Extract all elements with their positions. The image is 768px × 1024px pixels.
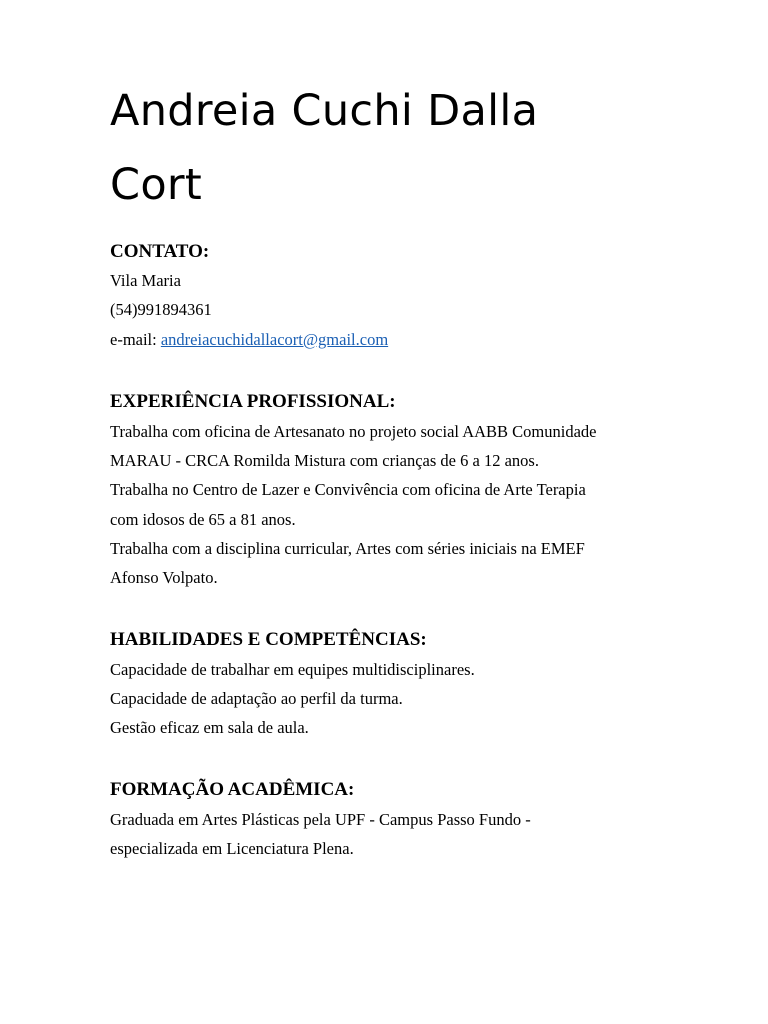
email-label: e-mail: bbox=[110, 329, 161, 349]
email-link[interactable]: andreiacuchidallacort@gmail.com bbox=[160, 329, 389, 349]
skills-section bbox=[110, 628, 670, 743]
resume-page bbox=[110, 0, 670, 863]
education-title: FORMAÇÃO ACADÊMICA: bbox=[110, 778, 355, 800]
contact-phone: (54)991894361 bbox=[110, 300, 212, 320]
contact-title: CONTATO: bbox=[110, 241, 210, 262]
skills-line: Capacidade de adaptação ao perfil da turma. bbox=[110, 688, 403, 708]
contact-email-line bbox=[110, 325, 670, 354]
candidate-name bbox=[110, 74, 670, 222]
experience-line: Trabalha com oficina de Artesanato no projeto social AABB Comunidade bbox=[110, 421, 597, 441]
skills-title: HABILIDADES E COMPETÊNCIAS: bbox=[110, 628, 427, 650]
candidate-name-line-2: Cort bbox=[110, 160, 203, 210]
experience-title: EXPERIÊNCIA PROFISSIONAL: bbox=[110, 390, 396, 412]
skills-line: Gestão eficaz em sala de aula. bbox=[110, 718, 309, 738]
education-line: especializada em Licenciatura Plena. bbox=[110, 838, 354, 858]
experience-line: Trabalha com a disciplina curricular, Artes com séries iniciais na EMEF bbox=[110, 539, 585, 559]
experience-line: MARAU - CRCA Romilda Mistura com crianças de 6 a 12 anos. bbox=[110, 451, 539, 471]
experience-line: Afonso Volpato. bbox=[110, 568, 218, 588]
contact-address: Vila Maria bbox=[110, 271, 181, 290]
education-section bbox=[110, 778, 670, 864]
experience-line: com idosos de 65 a 81 anos. bbox=[110, 509, 296, 529]
contact-section bbox=[110, 240, 670, 354]
experience-section bbox=[110, 390, 670, 593]
candidate-name-line-1: Andreia Cuchi Dalla bbox=[110, 86, 539, 136]
education-line: Graduada em Artes Plásticas pela UPF - Campus Passo Fundo - bbox=[110, 809, 531, 829]
skills-line: Capacidade de trabalhar em equipes multidisciplinares. bbox=[110, 659, 475, 679]
experience-line: Trabalha no Centro de Lazer e Convivência com oficina de Arte Terapia bbox=[110, 480, 586, 500]
